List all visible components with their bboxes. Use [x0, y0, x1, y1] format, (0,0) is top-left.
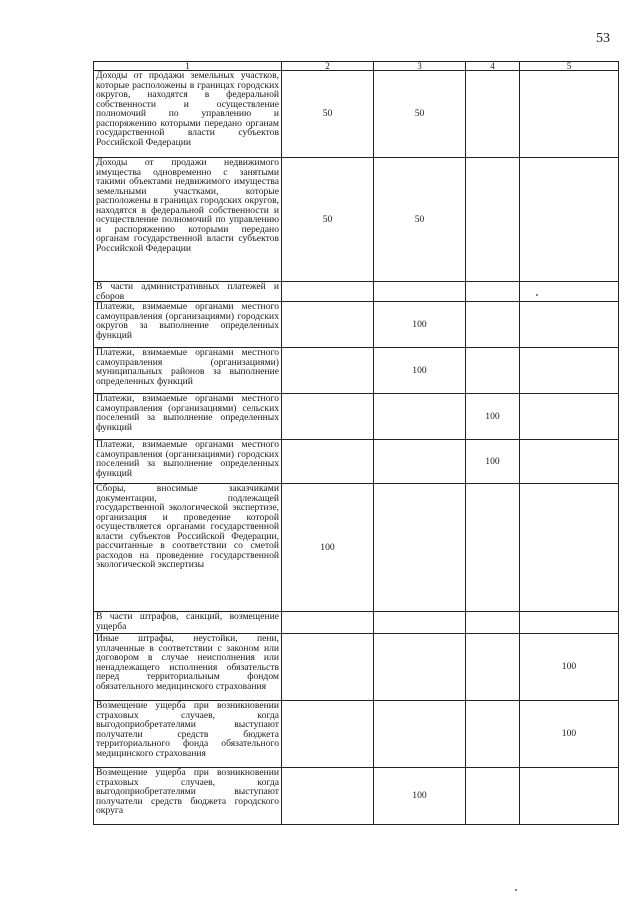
share-cell-col-4 — [466, 302, 520, 348]
share-cell-col-4 — [466, 701, 520, 768]
share-cell-col-4 — [466, 71, 520, 158]
share-cell-col-5 — [520, 302, 619, 348]
share-cell-col-4 — [466, 158, 520, 282]
share-cell-col-5 — [520, 71, 619, 158]
revenue-name-cell: Платежи, взимаемые органами местного самоуправления (организациями) городских поселений за выполнение определенных функций — [94, 440, 282, 484]
share-cell-col-5: 100 — [520, 634, 619, 701]
share-cell-col-3 — [374, 440, 466, 484]
share-cell-col-3 — [374, 282, 466, 302]
share-cell-col-3 — [374, 634, 466, 701]
share-cell-col-4 — [466, 282, 520, 302]
share-cell-col-3: 100 — [374, 348, 466, 394]
scan-speck — [536, 294, 538, 296]
share-cell-col-2 — [282, 394, 374, 440]
share-cell-col-2: 50 — [282, 71, 374, 158]
revenue-distribution-table — [93, 61, 619, 825]
share-cell-col-2 — [282, 348, 374, 394]
column-header-5: 5 — [520, 62, 619, 71]
share-cell-col-3 — [374, 484, 466, 612]
revenue-name-cell: Доходы от продажи недвижимого имущества одновременно с занятыми такими объектами недвижимого имущества земельными участками, которые расположены в границах городских округов, находятся в федеральной собственности и осуществление полномочий по управлению и распоряжению которыми передано органам государственной власти субъектов Российской Федерации — [94, 158, 282, 282]
column-header-2: 2 — [282, 62, 374, 71]
share-cell-col-2 — [282, 612, 374, 634]
share-cell-col-5 — [520, 394, 619, 440]
table-row — [94, 158, 619, 282]
table-row — [94, 634, 619, 701]
share-cell-col-3: 50 — [374, 158, 466, 282]
revenue-name-cell: Платежи, взимаемые органами местного самоуправления (организациями) муниципальных районов за выполнение определенных функций — [94, 348, 282, 394]
revenue-name-cell: Возмещение ущерба при возникновении страховых случаев, когда выгодоприобретателями выступают получатели средств бюджета территориального фонда обязательного медицинского страхования — [94, 701, 282, 768]
share-cell-col-2 — [282, 634, 374, 701]
revenue-name-cell: В части административных платежей и сборов — [94, 282, 282, 302]
revenue-name-cell: В части штрафов, санкций, возмещение ущерба — [94, 612, 282, 634]
table-row — [94, 394, 619, 440]
share-cell-col-2 — [282, 440, 374, 484]
share-cell-col-2: 100 — [282, 484, 374, 612]
share-cell-col-5 — [520, 158, 619, 282]
share-cell-col-5 — [520, 768, 619, 825]
share-cell-col-3 — [374, 612, 466, 634]
share-cell-col-3: 50 — [374, 71, 466, 158]
share-cell-col-4 — [466, 768, 520, 825]
table-row — [94, 768, 619, 825]
revenue-name-cell: Доходы от продажи земельных участков, которые расположены в границах городских округов, находятся в федеральной собственности и осуществление полномочий по управлению и распоряжению которыми передано органам государственной власти субъектов Российской Федерации — [94, 71, 282, 158]
revenue-name-cell: Иные штрафы, неустойки, пени, уплаченные в соответствии с законом или договором в случае неисполнения или ненадлежащего исполнения обязательств перед территориальным фондом обязательного медицинского страхования — [94, 634, 282, 701]
page-number: 53 — [596, 31, 610, 46]
table-row — [94, 282, 619, 302]
revenue-name-cell: Платежи, взимаемые органами местного самоуправления (организациями) городских округов за выполнение определенных функций — [94, 302, 282, 348]
scan-speck — [515, 889, 517, 891]
column-header-3: 3 — [374, 62, 466, 71]
share-cell-col-3: 100 — [374, 768, 466, 825]
share-cell-col-4 — [466, 348, 520, 394]
share-cell-col-5 — [520, 484, 619, 612]
table-row — [94, 612, 619, 634]
share-cell-col-5 — [520, 440, 619, 484]
share-cell-col-4 — [466, 634, 520, 701]
share-cell-col-4 — [466, 612, 520, 634]
share-cell-col-5: 100 — [520, 701, 619, 768]
table-row — [94, 348, 619, 394]
share-cell-col-3 — [374, 701, 466, 768]
revenue-name-cell: Возмещение ущерба при возникновении страховых случаев, когда выгодоприобретателями выступают получатели средств бюджета городского округа — [94, 768, 282, 825]
share-cell-col-4: 100 — [466, 394, 520, 440]
share-cell-col-2 — [282, 282, 374, 302]
share-cell-col-4: 100 — [466, 440, 520, 484]
share-cell-col-3 — [374, 394, 466, 440]
share-cell-col-3: 100 — [374, 302, 466, 348]
table-row — [94, 440, 619, 484]
share-cell-col-5 — [520, 282, 619, 302]
share-cell-col-2 — [282, 768, 374, 825]
share-cell-col-4 — [466, 484, 520, 612]
revenue-name-cell: Платежи, взимаемые органами местного самоуправления (организациями) сельских поселений за выполнение определенных функций — [94, 394, 282, 440]
table-row — [94, 302, 619, 348]
revenue-name-cell: Сборы, вносимые заказчиками документации, подлежащей государственной экологической экспертизе, организация и проведение которой осуществляется органами государственной власти субъектов Российской Федерации, рассчитанные в соответствии со сметой расходов на проведение государственной экологической экспертизы — [94, 484, 282, 612]
share-cell-col-5 — [520, 612, 619, 634]
share-cell-col-2 — [282, 701, 374, 768]
column-header-4: 4 — [466, 62, 520, 71]
table-row — [94, 71, 619, 158]
share-cell-col-2 — [282, 302, 374, 348]
share-cell-col-2: 50 — [282, 158, 374, 282]
share-cell-col-5 — [520, 348, 619, 394]
table-row — [94, 484, 619, 612]
table-row — [94, 701, 619, 768]
column-header-1: 1 — [94, 62, 282, 71]
